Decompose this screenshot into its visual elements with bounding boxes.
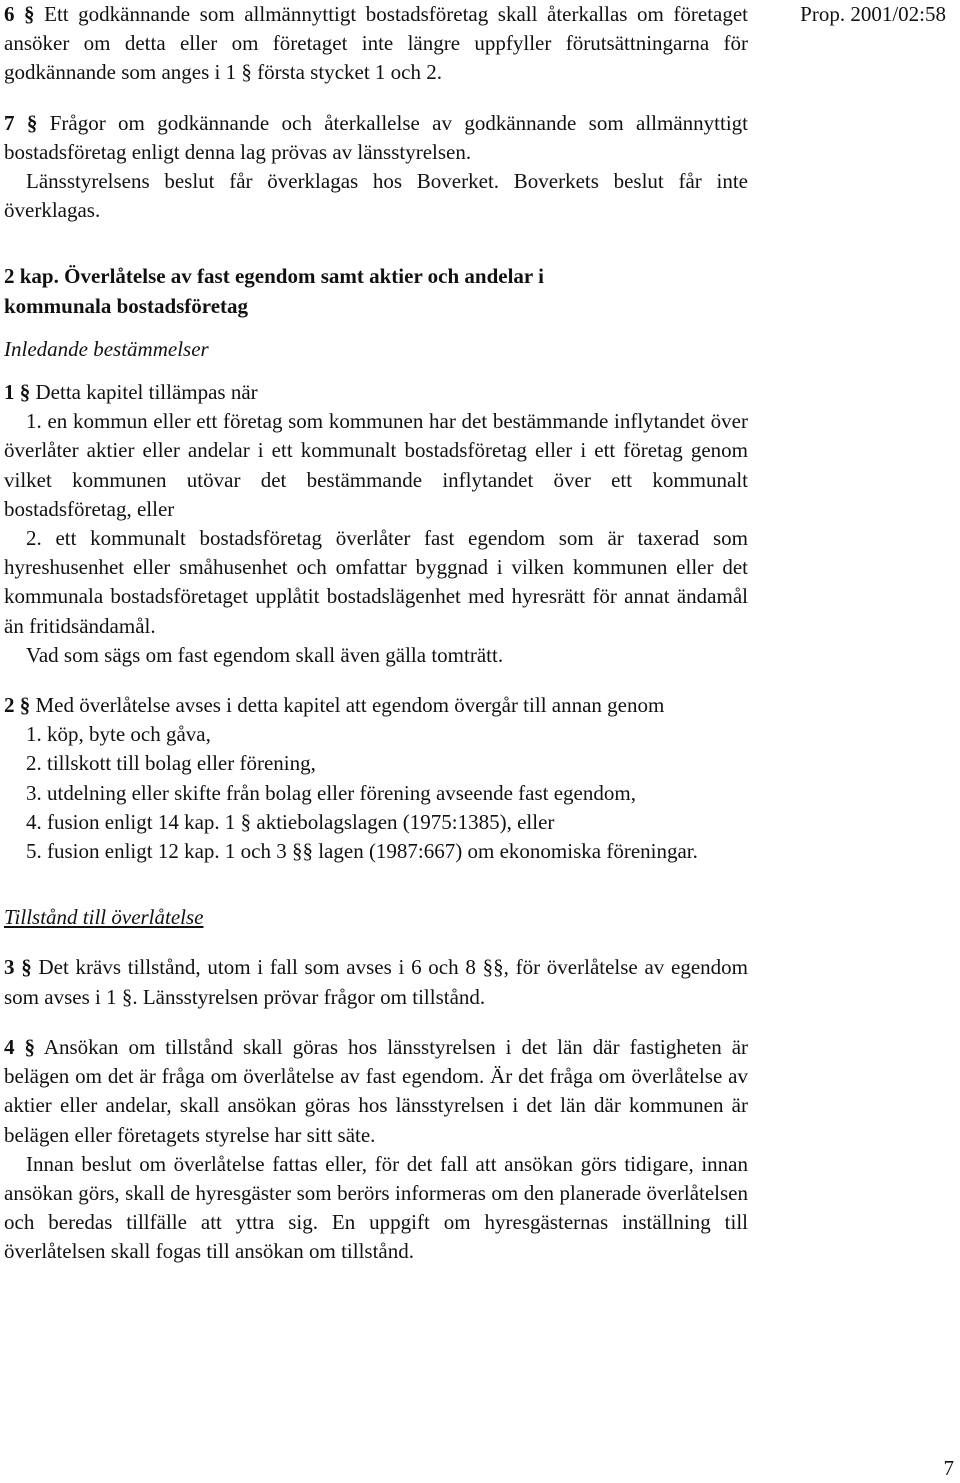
subheading-permission bbox=[4, 903, 748, 932]
subheading-text: Tillstånd till överlåtelse bbox=[4, 905, 204, 930]
section-2-item: 4. fusion enligt 14 kap. 1 § aktiebolagslagen (1975:1385), eller bbox=[26, 809, 555, 834]
section-2-item: 1. köp, byte och gåva, bbox=[26, 722, 211, 747]
subheading-introductory: Inledande bestämmelser bbox=[4, 336, 209, 361]
section-number: 7 § bbox=[4, 110, 38, 135]
page-number: 7 bbox=[943, 1456, 954, 1480]
chapter-title-line-2: kommunala bostadsföretag bbox=[4, 293, 249, 318]
section-number: 2 § bbox=[4, 693, 31, 718]
section-2-item: 3. utdelning eller skifte från bolag eller förening avseende fast egendom, bbox=[26, 780, 636, 805]
section-text: Frågor om godkännande och återkallelse av godkännande som allmännyttigt bostadsföretag enligt denna lag prövas av länsstyrelsen. bbox=[4, 110, 749, 164]
section-6 bbox=[4, 0, 748, 88]
section-number: 6 § bbox=[4, 2, 35, 26]
chapter-title-line-1: 2 kap. Överlåtelse av fast egendom samt aktier och andelar i bbox=[4, 264, 544, 289]
section-number: 3 § bbox=[4, 955, 32, 980]
section-3 bbox=[4, 953, 748, 1011]
section-1-paragraph-2: Vad som sägs om fast egendom skall även gälla tomträtt. bbox=[26, 642, 504, 667]
section-text: Detta kapitel tillämpas när bbox=[30, 380, 258, 405]
section-text: Ansökan om tillstånd skall göras hos länsstyrelsen i det län där fastigheten är belägen om det är fråga om överlåtelse av fast egendom. Är det fråga om överlåtelse av aktier eller andelar, skall ansökan göras hos länsstyrelsen i det län där kommunen är belägen eller företagets styrelse har sitt säte. bbox=[4, 1034, 749, 1147]
chapter-heading bbox=[4, 262, 748, 320]
section-1-item-1: 1. en kommun eller ett företag som kommunen har det bestämmande inflytandet över överlåter aktier eller andelar i ett kommunalt bostadsföretag eller i ett företag genom vilket kommunen utövar det bestämmande inflytandet över ett kommunalt bostadsföretag, eller bbox=[4, 409, 748, 521]
section-text: Med överlåtelse avses i detta kapitel att egendom övergår till annan genom bbox=[30, 693, 665, 718]
section-text: Ett godkännande som allmännyttigt bostadsföretag skall återkallas om företaget ansöker om detta eller om företaget inte längre uppfyller förutsättningarna för godkännande som anges i 1 § första stycket 1 och 2. bbox=[4, 2, 749, 85]
section-2-item: 2. tillskott till bolag eller förening, bbox=[26, 751, 316, 776]
section-7 bbox=[4, 109, 748, 167]
document-body bbox=[4, 0, 748, 1267]
section-number: 4 § bbox=[4, 1034, 35, 1059]
section-number: 1 § bbox=[4, 380, 31, 405]
section-4-paragraph-2: Innan beslut om överlåtelse fattas eller, för det fall att ansökan görs tidigare, innan ansökan görs, skall de hyresgäster som berörs informeras om den planerade överlåtelsen och beredas tillfälle att yttra sig. En uppgift om hyresgästernas inställning till överlåtelsen skall fogas till ansökan om tillstånd. bbox=[4, 1151, 748, 1264]
section-text: Det krävs tillstånd, utom i fall som avses i 6 och 8 §§, för överlåtelse av egendom som avses i 1 §. Länsstyrelsen prövar frågor om tillstånd. bbox=[4, 955, 749, 1009]
section-7-paragraph-2: Länsstyrelsens beslut får överklagas hos Boverket. Boverkets beslut får inte överklagas. bbox=[4, 169, 748, 223]
margin-reference: Prop. 2001/02:58 bbox=[800, 2, 946, 26]
section-2-item: 5. fusion enligt 12 kap. 1 och 3 §§ lagen (1987:667) om ekonomiska föreningar. bbox=[26, 839, 698, 864]
section-2-intro bbox=[4, 691, 748, 720]
section-1-intro bbox=[4, 378, 748, 407]
section-1-item-2: 2. ett kommunalt bostadsföretag överlåter fast egendom som är taxerad som hyreshusenhet eller småhusenhet och omfattar byggnad i vilken kommunen eller det kommunala bostadsföretaget upplåtit bostadslägenhet med hyresrätt för annat ändamål än fritidsändamål. bbox=[4, 526, 748, 638]
section-4 bbox=[4, 1033, 748, 1150]
